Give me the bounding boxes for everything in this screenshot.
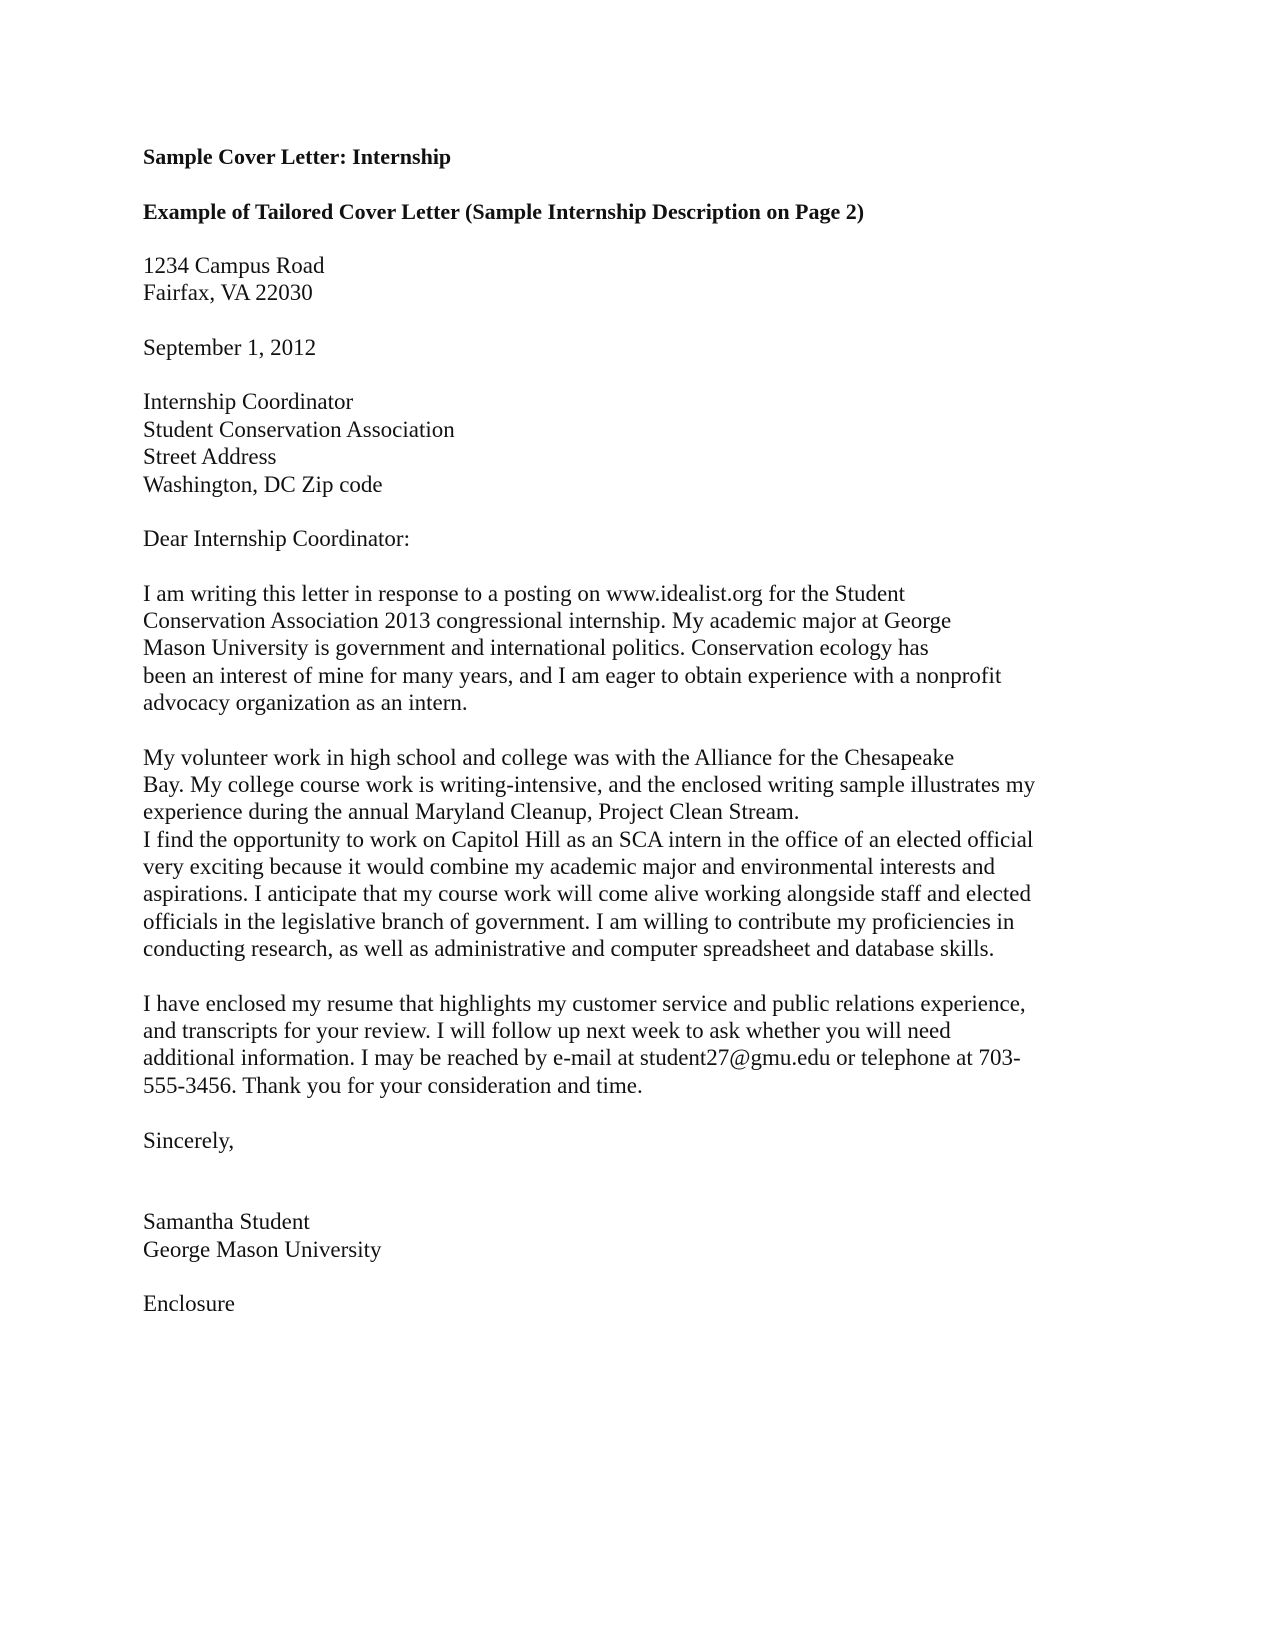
paragraph-2-line: My volunteer work in high school and college was with the Alliance for the Chesapeake [143, 745, 955, 770]
recipient-line: Internship Coordinator [143, 389, 354, 414]
paragraph-1-line: Conservation Association 2013 congressional internship. My academic major at George [143, 608, 952, 633]
paragraph-1-line: I am writing this letter in response to a posting on www.idealist.org for the Student [143, 581, 906, 606]
paragraph-1-line: Mason University is government and international politics. Conservation ecology has [143, 635, 929, 660]
paragraph-1-line: been an interest of mine for many years, and I am eager to obtain experience with a nonprofit [143, 663, 1002, 688]
paragraph-3-line: additional information. I may be reached by e-mail at student27@gmu.edu or telephone at 703- [143, 1045, 1021, 1070]
paragraph-2-line: aspirations. I anticipate that my course work will come alive working alongside staff and elected [143, 881, 1031, 906]
paragraph-3-line: and transcripts for your review. I will follow up next week to ask whether you will need [143, 1018, 951, 1043]
document-title: Sample Cover Letter: Internship [143, 144, 452, 169]
paragraph-2-line: experience during the annual Maryland Cleanup, Project Clean Stream. [143, 799, 800, 824]
paragraph-2-line: I find the opportunity to work on Capitol Hill as an SCA intern in the office of an elected official [143, 827, 1034, 852]
recipient-line: Student Conservation Association [143, 417, 455, 442]
recipient-line: Washington, DC Zip code [143, 472, 383, 497]
paragraph-2-line: officials in the legislative branch of government. I am willing to contribute my proficiencies in [143, 909, 1015, 934]
closing: Sincerely, [143, 1128, 235, 1153]
document-subtitle: Example of Tailored Cover Letter (Sample Internship Description on Page 2) [143, 199, 865, 224]
enclosure-note: Enclosure [143, 1291, 235, 1316]
paragraph-3-line: I have enclosed my resume that highlights my customer service and public relations experience, [143, 991, 1026, 1016]
sender-address-line: Fairfax, VA 22030 [143, 280, 313, 305]
letter-date: September 1, 2012 [143, 335, 317, 360]
recipient-line: Street Address [143, 444, 277, 469]
signature-affiliation: George Mason University [143, 1237, 382, 1262]
paragraph-2-line: Bay. My college course work is writing-intensive, and the enclosed writing sample illustrates my [143, 772, 1036, 797]
signature-name: Samantha Student [143, 1209, 310, 1234]
paragraph-2-line: conducting research, as well as administrative and computer spreadsheet and database skills. [143, 936, 995, 961]
paragraph-2-line: very exciting because it would combine my academic major and environmental interests and [143, 854, 995, 879]
paragraph-1-line: advocacy organization as an intern. [143, 690, 468, 715]
paragraph-3-line: 555-3456. Thank you for your consideration and time. [143, 1073, 643, 1098]
salutation: Dear Internship Coordinator: [143, 526, 410, 551]
sender-address-line: 1234 Campus Road [143, 253, 325, 278]
